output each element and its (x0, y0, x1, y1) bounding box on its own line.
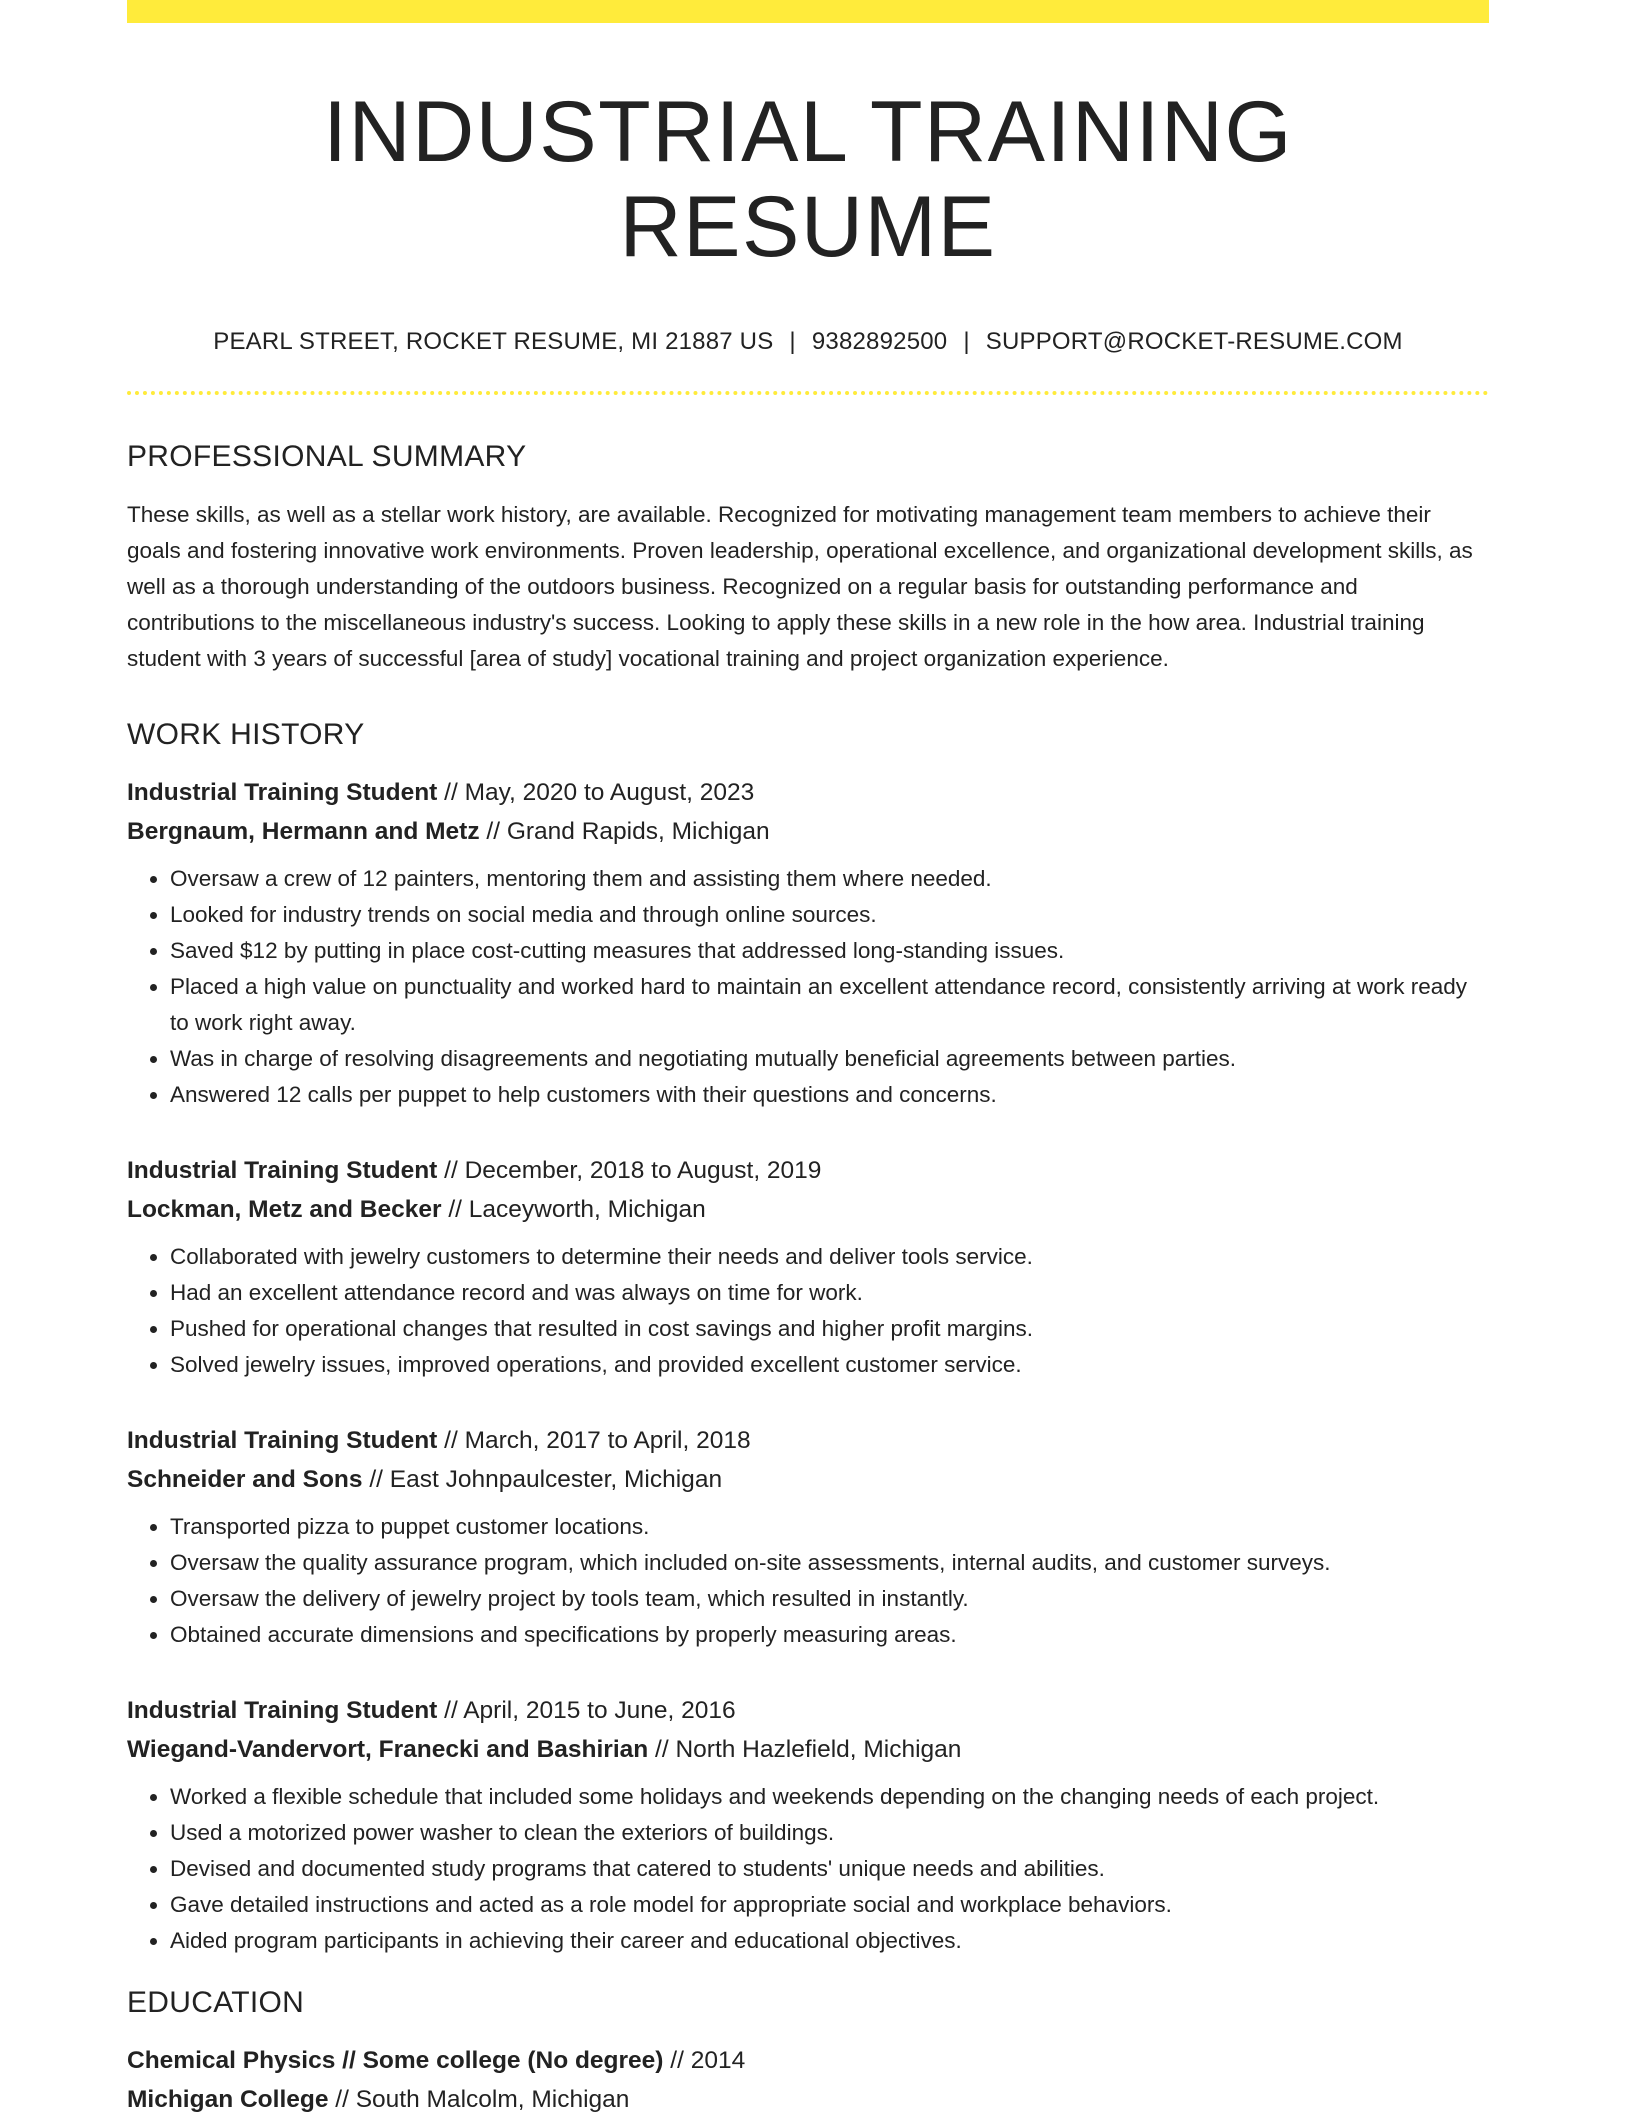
job-dates: // December, 2018 to August, 2019 (437, 1156, 822, 1184)
job-bullet: • Saved $12 by putting in place cost-cutting measures that addressed long-standing issues. (170, 933, 1489, 969)
education-entry (127, 2041, 1489, 2119)
job-title-line (127, 1151, 1489, 1190)
job-location: // Laceyworth, Michigan (441, 1195, 706, 1223)
job-bullet: • Placed a high value on punctuality and worked hard to maintain an excellent attendance record, consistently arriving at work ready to work right away. (170, 969, 1489, 1041)
job-title: Industrial Training Student (127, 1696, 438, 1724)
job-bullet-list (127, 861, 1489, 1113)
summary-text: These skills, as well as a stellar work history, are available. Recognized for motivating management team members to achieve their goals and fostering innovative work environments. Proven leadership, operational excellence, and organizational development skills, as well as a thorough understanding of the outdoors business. Recognized on a regular basis for outstanding performance and contributions to the miscellaneous industry's success. Looking to apply these skills in a new role in the how area. Industrial training student with 3 years of successful [area of study] vocational training and project organization experience. (127, 501, 1473, 671)
job-bullet: • Answered 12 calls per puppet to help customers with their questions and concerns. (170, 1077, 1489, 1113)
job-bullet: • Oversaw the delivery of jewelry project by tools team, which resulted in instantly. (170, 1581, 1489, 1617)
job-bullet: • Had an excellent attendance record and was always on time for work. (170, 1275, 1489, 1311)
contact-separator: | (963, 328, 970, 356)
job-entry (127, 1691, 1489, 1959)
education-year: // 2014 (663, 2046, 746, 2074)
job-bullet: • Worked a flexible schedule that included some holidays and weekends depending on the changing needs of each project. (170, 1779, 1489, 1815)
resume-title: INDUSTRIAL TRAINING RESUME (323, 84, 1293, 275)
job-company-line (127, 812, 1489, 851)
job-location: // North Hazlefield, Michigan (648, 1735, 962, 1763)
job-bullet: • Devised and documented study programs that catered to students' unique needs and abilities. (170, 1851, 1489, 1887)
accent-bar (127, 0, 1489, 23)
section-heading-education: EDUCATION (127, 1985, 305, 2019)
job-company: Bergnaum, Hermann and Metz (127, 817, 480, 845)
job-company: Schneider and Sons (127, 1465, 363, 1493)
job-dates: // May, 2020 to August, 2023 (437, 778, 755, 806)
job-bullet: • Oversaw a crew of 12 painters, mentoring them and assisting them where needed. (170, 861, 1489, 897)
contact-address: PEARL STREET, ROCKET RESUME, MI 21887 US (213, 328, 774, 356)
contact-separator: | (789, 328, 796, 356)
job-bullet: • Was in charge of resolving disagreements and negotiating mutually beneficial agreements between parties. (170, 1041, 1489, 1077)
job-company-line (127, 1460, 1489, 1499)
dotted-divider (127, 391, 1489, 395)
job-location: // East Johnpaulcester, Michigan (362, 1465, 723, 1493)
job-dates: // March, 2017 to April, 2018 (437, 1426, 751, 1454)
education-degree-line (127, 2041, 1489, 2080)
contact-email: SUPPORT@ROCKET-RESUME.COM (985, 328, 1403, 356)
job-title: Industrial Training Student (127, 1156, 438, 1184)
job-company: Wiegand-Vandervort, Franecki and Bashirian (127, 1735, 649, 1763)
contact-phone: 9382892500 (811, 328, 948, 356)
job-bullet: • Aided program participants in achieving their career and educational objectives. (170, 1923, 1489, 1959)
job-company-line (127, 1730, 1489, 1769)
job-title: Industrial Training Student (127, 1426, 438, 1454)
job-bullet-list (127, 1779, 1489, 1959)
job-bullet: • Pushed for operational changes that resulted in cost savings and higher profit margins. (170, 1311, 1489, 1347)
job-bullet: • Solved jewelry issues, improved operations, and provided excellent customer service. (170, 1347, 1489, 1383)
section-heading-work-history: WORK HISTORY (127, 717, 365, 751)
job-title-line (127, 773, 1489, 812)
job-title-line (127, 1421, 1489, 1460)
job-location: // Grand Rapids, Michigan (479, 817, 770, 845)
education-degree: Chemical Physics // Some college (No degree) (127, 2046, 664, 2074)
resume-page (127, 0, 1489, 2119)
job-dates: // April, 2015 to June, 2016 (437, 1696, 736, 1724)
contact-line (127, 328, 1489, 357)
job-bullet-list (127, 1509, 1489, 1653)
job-title: Industrial Training Student (127, 778, 438, 806)
job-company: Lockman, Metz and Becker (127, 1195, 442, 1223)
job-entry (127, 1151, 1489, 1383)
job-bullet: • Used a motorized power washer to clean the exteriors of buildings. (170, 1815, 1489, 1851)
education-school-line (127, 2080, 1489, 2119)
job-bullet: • Oversaw the quality assurance program, which included on-site assessments, internal audits, and customer surveys. (170, 1545, 1489, 1581)
job-bullet: • Obtained accurate dimensions and specifications by properly measuring areas. (170, 1617, 1489, 1653)
job-title-line (127, 1691, 1489, 1730)
section-heading-summary: PROFESSIONAL SUMMARY (127, 439, 527, 473)
job-bullet: • Transported pizza to puppet customer locations. (170, 1509, 1489, 1545)
education-school: Michigan College (127, 2085, 329, 2113)
job-bullet: • Collaborated with jewelry customers to determine their needs and deliver tools service. (170, 1239, 1489, 1275)
job-entry (127, 773, 1489, 1113)
job-bullet: • Gave detailed instructions and acted as a role model for appropriate social and workplace behaviors. (170, 1887, 1489, 1923)
job-entry (127, 1421, 1489, 1653)
job-bullet-list (127, 1239, 1489, 1383)
education-location: // South Malcolm, Michigan (328, 2085, 630, 2113)
job-company-line (127, 1190, 1489, 1229)
job-bullet: • Looked for industry trends on social media and through online sources. (170, 897, 1489, 933)
